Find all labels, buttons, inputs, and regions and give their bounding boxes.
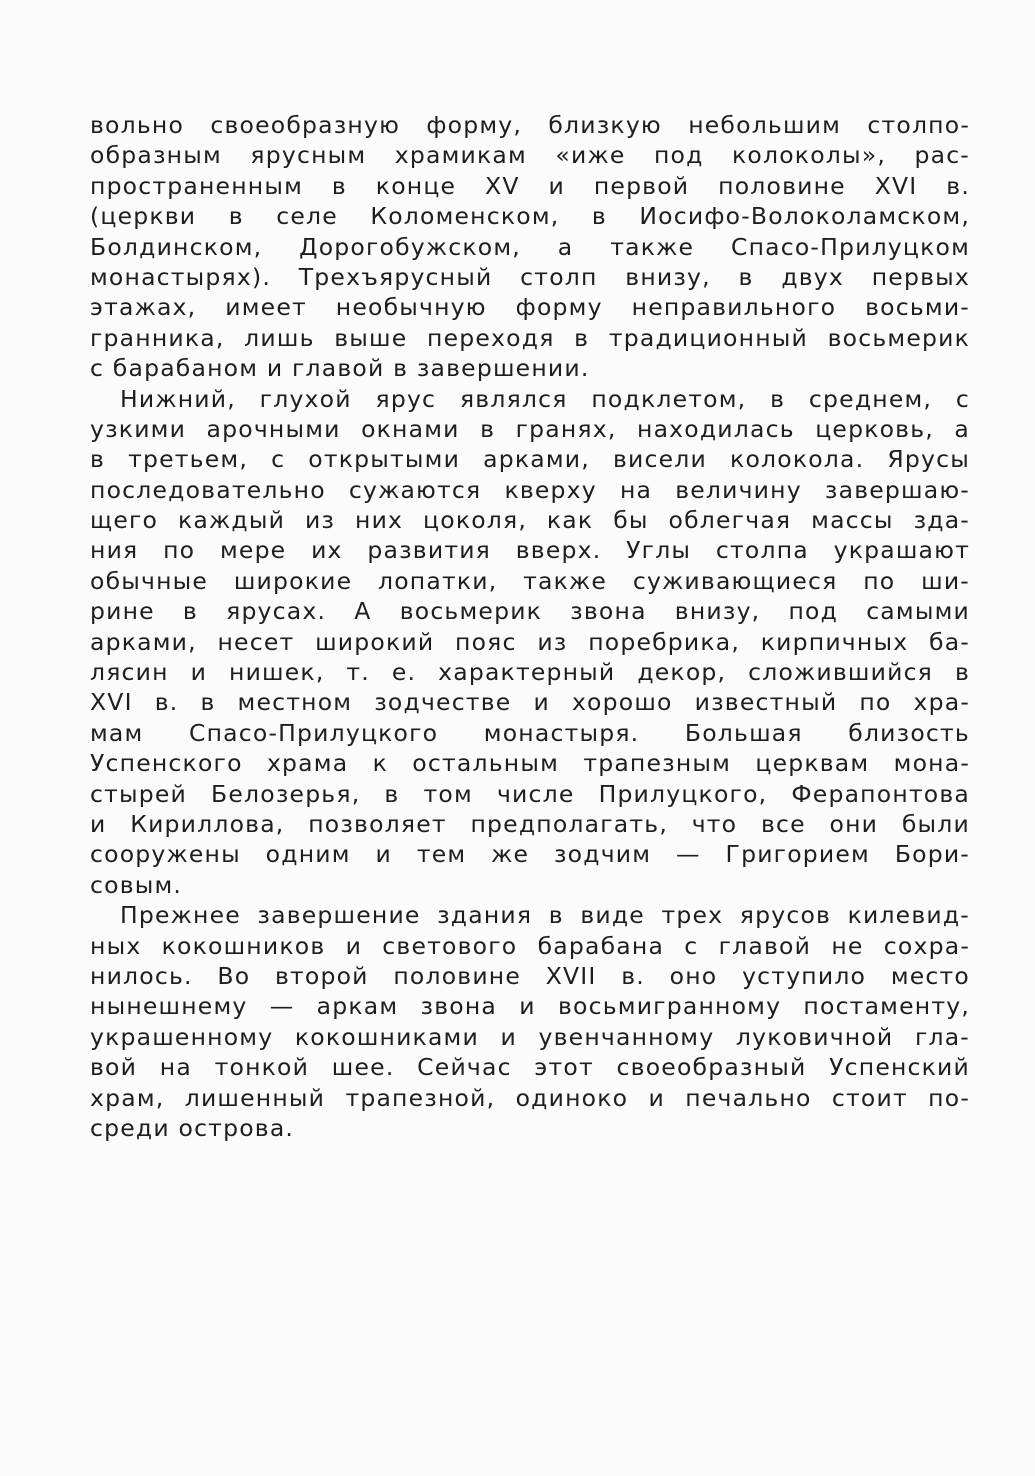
text-line: стырей Белозерья, в том числе Прилуцкого, Ферапонтова (90, 779, 970, 808)
text-line: образным ярусным храмикам «иже под колоколы», рас- (90, 141, 970, 170)
text-line: щего каждый из них цоколя, как бы облегчая массы зда- (90, 506, 970, 535)
text-line: сооружены одним и тем же зодчим — Григорием Бори- (90, 840, 970, 869)
text-line: XVI в. в местном зодчестве и хорошо известный по хра- (90, 688, 970, 717)
text-line: в третьем, с открытыми арками, висели колокола. Ярусы (90, 445, 970, 474)
text-line: арками, несет широкий пояс из поребрика, кирпичных ба- (90, 627, 970, 656)
text-line: (церкви в селе Коломенском, в Иосифо-Волоколамском, (90, 202, 970, 231)
text-line: этажах, имеет необычную форму неправильного восьми- (90, 293, 970, 322)
text-line: ния по мере их развития вверх. Углы столпа украшают (90, 536, 970, 565)
text-line: Успенского храма к остальным трапезным церквам мона- (90, 749, 970, 778)
text-line: Прежнее завершение здания в виде трех ярусов килевид- (120, 901, 970, 930)
text-line: Болдинском, Дорогобужском, а также Спасо-Прилуцком (90, 232, 970, 261)
text-line: вой на тонкой шее. Сейчас этот своеобразный Успенский (90, 1053, 970, 1082)
text-line: рине в ярусах. А восьмерик звона внизу, под самыми (90, 597, 970, 626)
text-line: лясин и нишек, т. е. характерный декор, сложившийся в (90, 658, 970, 687)
text-line: и Кириллова, позволяет предполагать, что все они были (90, 809, 970, 838)
page-text (90, 110, 970, 1143)
text-line: украшенному кокошниками и увенчанному луковичной гла- (90, 1022, 970, 1051)
text-line: гранника, лишь выше переходя в традиционный восьмерик (90, 323, 970, 352)
text-line: обычные широкие лопатки, также суживающиеся по ши- (90, 566, 970, 595)
text-line: пространенным в конце XV и первой половине XVI в. (90, 171, 970, 200)
text-line: с барабаном и главой в завершении. (90, 354, 590, 383)
text-line: храм, лишенный трапезной, одиноко и печально стоит по- (90, 1083, 970, 1112)
text-line: вольно своеобразную форму, близкую небольшим столпо- (90, 111, 970, 139)
text-line: мам Спасо-Прилуцкого монастыря. Большая близость (90, 718, 970, 747)
text-line: ных кокошников и светового барабана с главой не сохра- (90, 931, 970, 960)
text-line: монастырях). Трехъярусный столп внизу, в двух первых (90, 262, 970, 291)
text-line: узкими арочными окнами в гранях, находилась церковь, а (90, 414, 970, 443)
text-line: совым. (90, 870, 183, 899)
text-line: нилось. Во второй половине XVII в. оно уступило место (90, 961, 970, 990)
text-line: Нижний, глухой ярус являлся подклетом, в среднем, с (120, 384, 970, 413)
text-line: нынешнему — аркам звона и восьмигранному постаменту, (90, 992, 970, 1021)
text-line: последовательно сужаются кверху на величину завершаю- (90, 475, 970, 504)
text-line: среди острова. (90, 1113, 295, 1142)
